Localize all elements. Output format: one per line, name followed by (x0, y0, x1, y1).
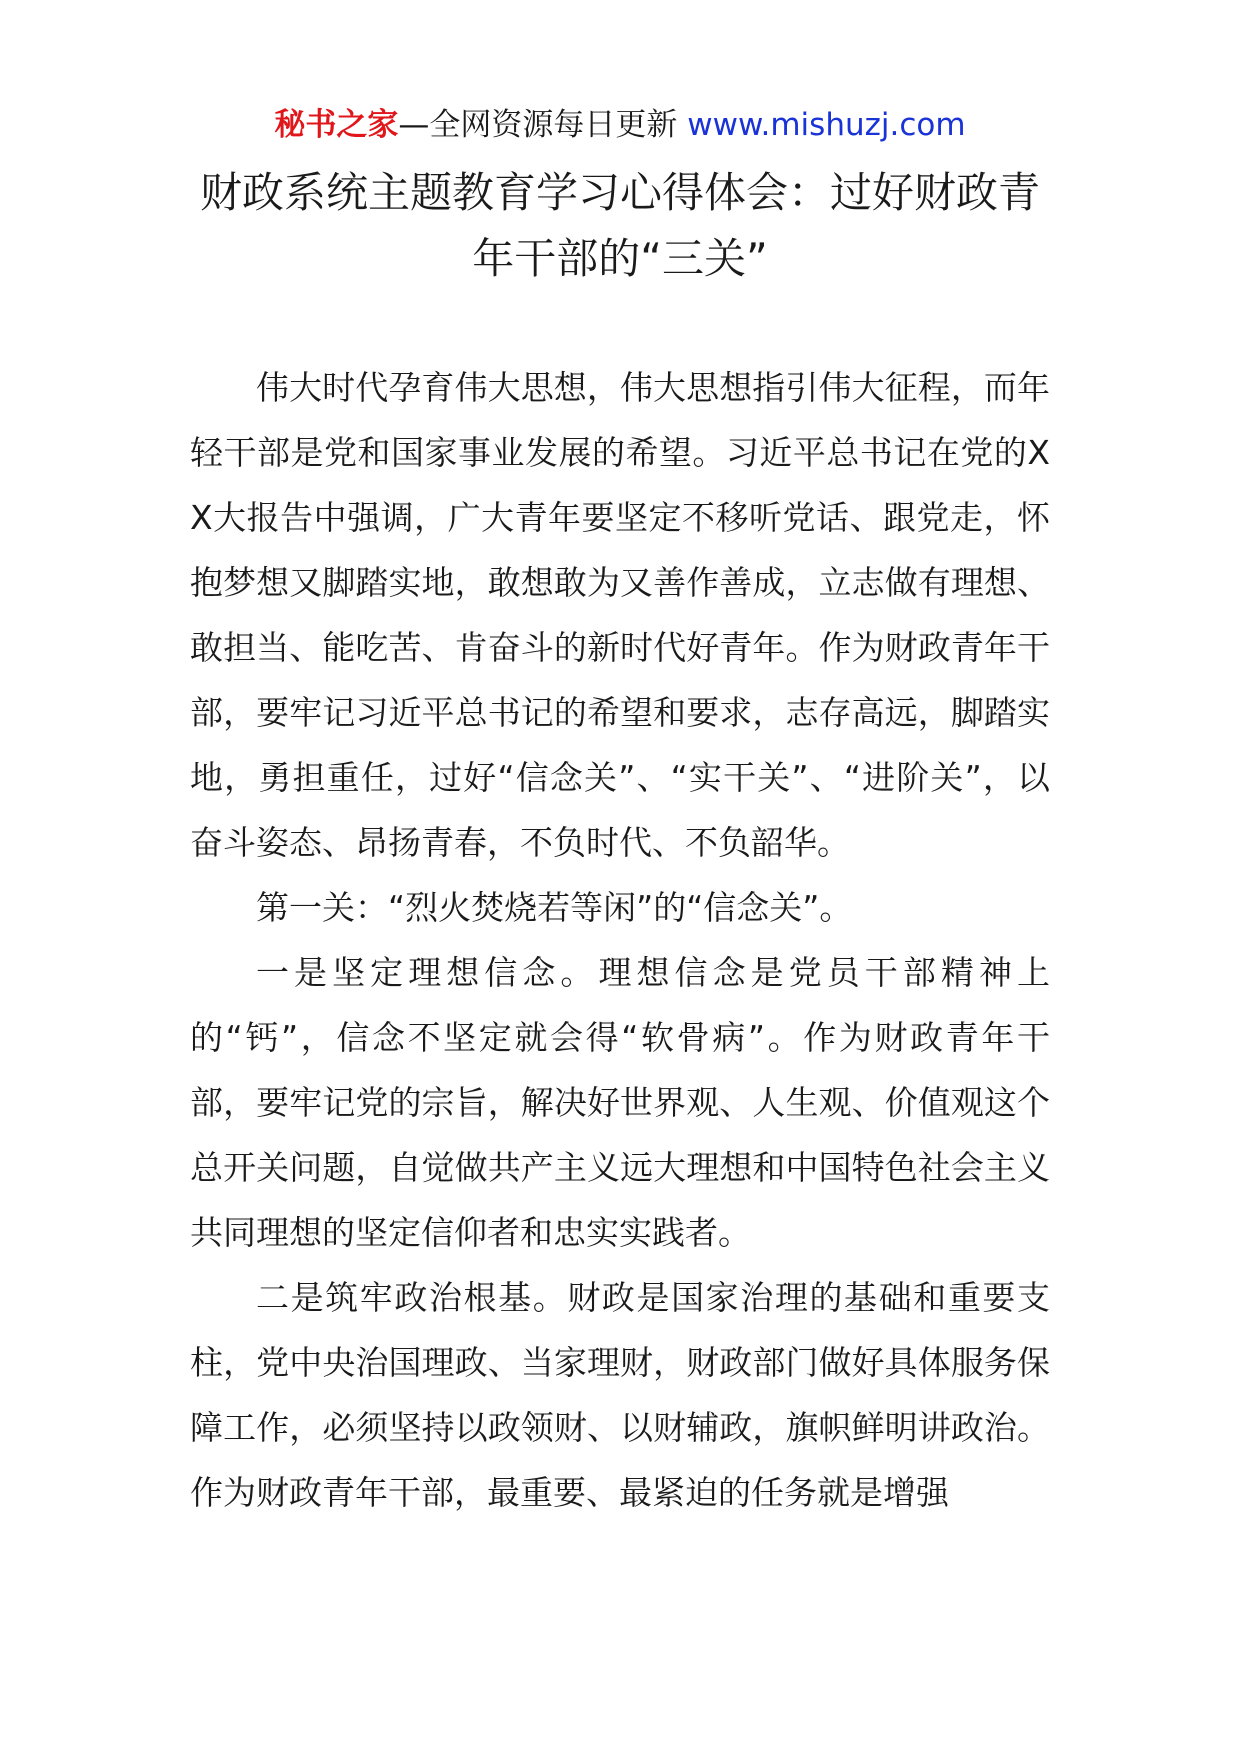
paragraph-point-one: 一是坚定理想信念。理想信念是党员干部精神上的“钙”，信念不坚定就会得“软骨病”。作为财政青年干部，要牢记党的宗旨，解决好世界观、人生观、价值观这个总开关问题，自觉做共产主义远大理想和中国特色社会主义共同理想的坚定信仰者和忠实实践者。 (190, 953, 1050, 1252)
site-header (0, 100, 1240, 150)
brand-name: 秘书之家 (274, 107, 399, 143)
site-url-link[interactable]: www.mishuzj.com (687, 107, 966, 143)
paragraph-intro: 伟大时代孕育伟大思想，伟大思想指引伟大征程，而年轻干部是党和国家事业发展的希望。习近平总书记在党的XX大报告中强调，广大青年要坚定不移听党话、跟党走，怀抱梦想又脚踏实地，敢想敢为又善作善成，立志做有理想、敢担当、能吃苦、肯奋斗的新时代好青年。作为财政青年干部，要牢记习近平总书记的希望和要求，志存高远，脚踏实地，勇担重任，过好“信念关”、“实干关”、“进阶关”，以奋斗姿态、昂扬青春，不负时代、不负韶华。 (190, 368, 1050, 862)
paragraph-section-heading: 第一关：“烈火焚烧若等闲”的“信念关”。 (256, 888, 853, 927)
header-tagline: —全网资源每日更新 (398, 107, 678, 143)
document-title: 财政系统主题教育学习心得体会：过好财政青年干部的“三关” (199, 168, 1040, 283)
document-body (190, 355, 1050, 1525)
paragraph-point-two: 二是筑牢政治根基。财政是国家治理的基础和重要支柱，党中央治国理政、当家理财，财政部门做好具体服务保障工作，必须坚持以政领财、以财辅政，旗帜鲜明讲政治。作为财政青年干部，最重要、最紧迫的任务就是增强 (190, 1278, 1050, 1512)
